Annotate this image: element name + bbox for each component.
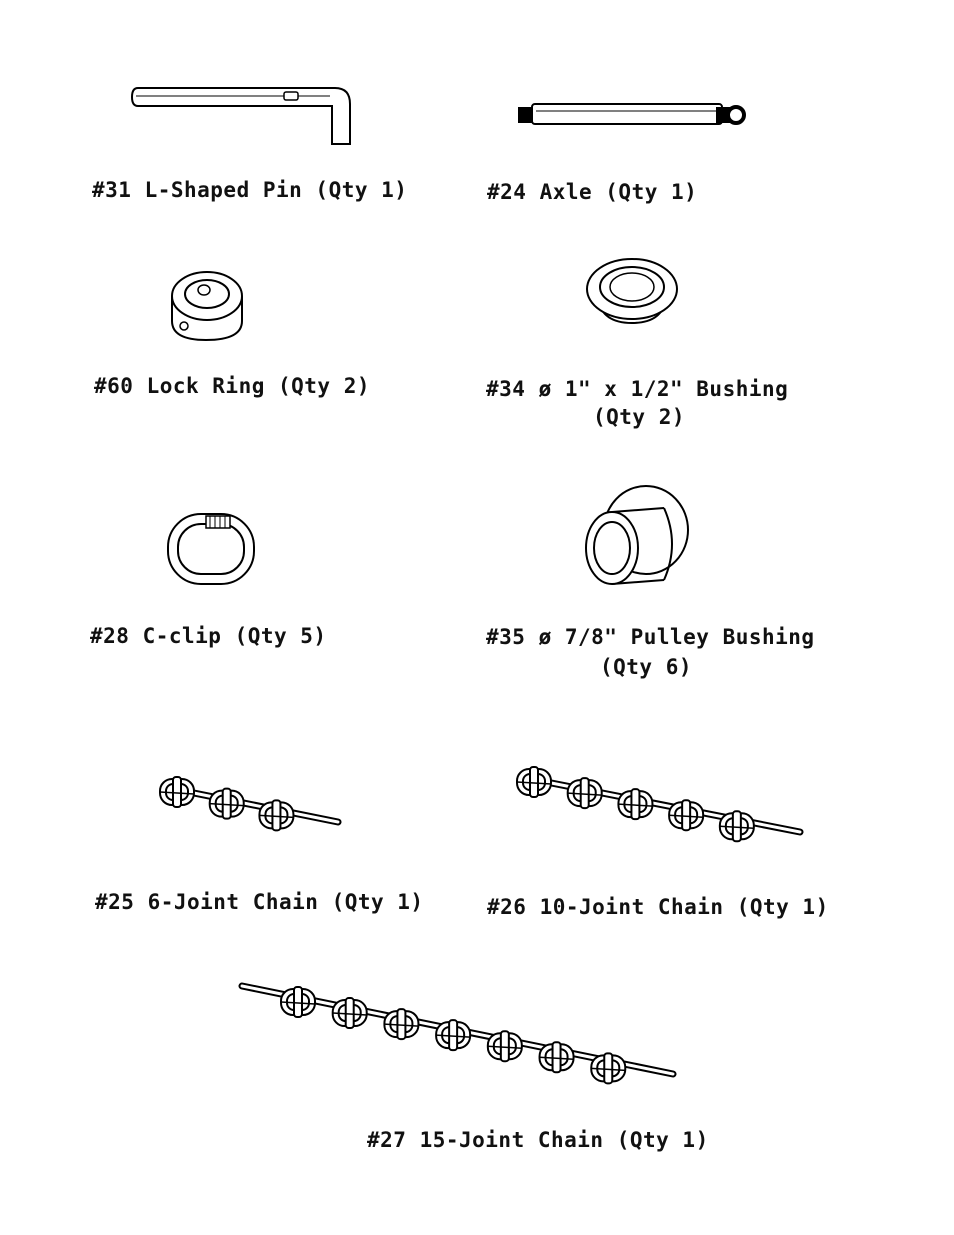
c-clip-icon [170, 514, 252, 584]
lock-ring-icon [168, 266, 248, 346]
part-25-label: #25 6-Joint Chain (Qty 1) [95, 890, 424, 914]
bushing-icon [584, 255, 680, 329]
chain-6-joint-icon [155, 766, 350, 836]
pulley-bushing-icon [582, 484, 692, 588]
axle-icon [518, 100, 746, 130]
part-24-label: #24 Axle (Qty 1) [487, 180, 698, 204]
part-28-label: #28 C-clip (Qty 5) [90, 624, 327, 648]
part-31-label: #31 L-Shaped Pin (Qty 1) [92, 178, 408, 202]
chain-10-joint-icon [512, 756, 812, 846]
part-34-qty: (Qty 2) [593, 405, 686, 429]
chain-15-joint-icon [240, 976, 685, 1088]
part-35-label: #35 ø 7/8" Pulley Bushing [486, 625, 815, 649]
part-60-label: #60 Lock Ring (Qty 2) [94, 374, 371, 398]
part-26-label: #26 10-Joint Chain (Qty 1) [487, 895, 829, 919]
part-27-label: #27 15-Joint Chain (Qty 1) [367, 1128, 709, 1152]
l-shaped-pin-icon [130, 84, 355, 148]
part-35-qty: (Qty 6) [600, 655, 693, 679]
part-34-label: #34 ø 1" x 1/2" Bushing [486, 377, 789, 401]
